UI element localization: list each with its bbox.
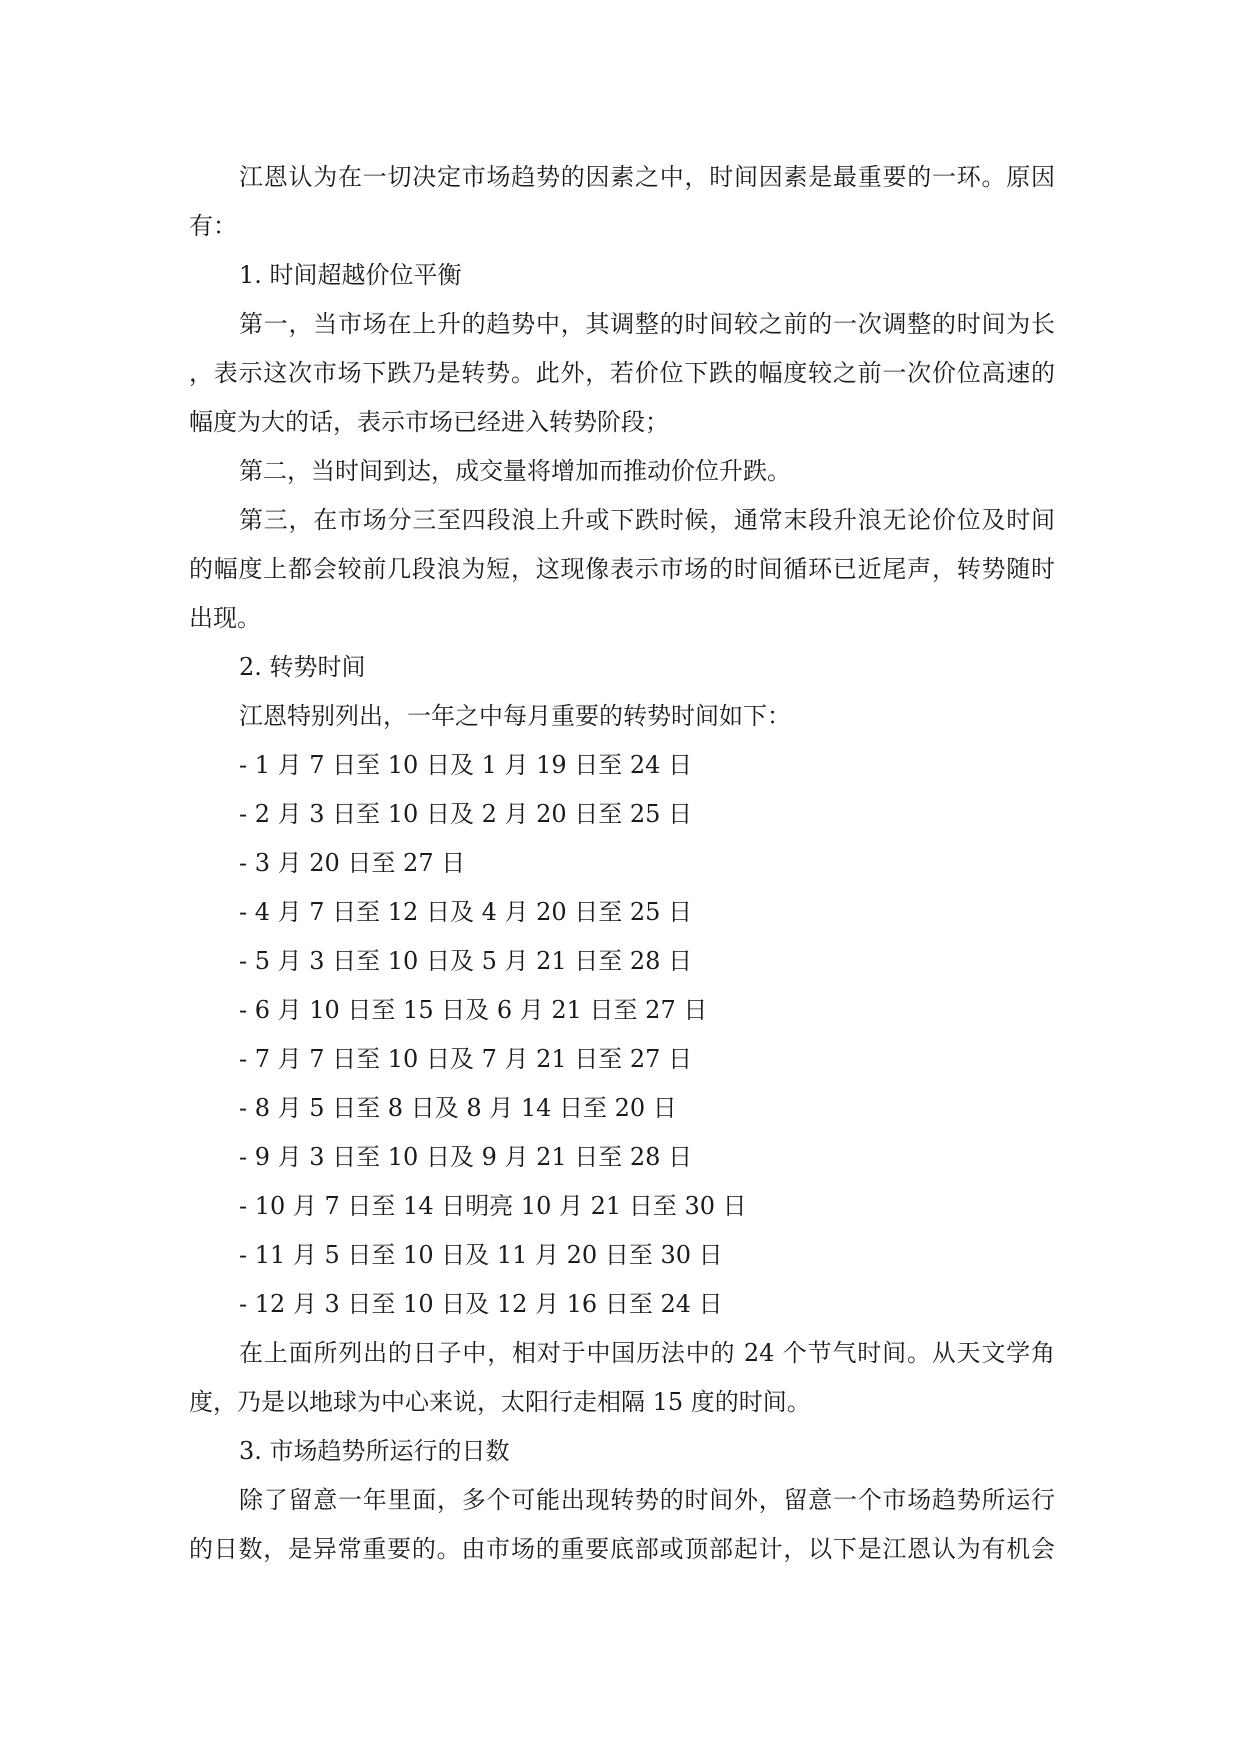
date-list-item: - 3 月 20 日至 27 日 [239, 849, 466, 877]
section1-heading: 1. 时间超越价位平衡 [239, 261, 462, 289]
section1-point1-line-1: 第一，当市场在上升的趋势中，其调整的时间较之前的一次调整的时间为长 [239, 310, 1055, 338]
date-list-item: - 12 月 3 日至 10 日及 12 月 16 日至 24 日 [239, 1290, 723, 1318]
section3-heading: 3. 市场趋势所运行的日数 [239, 1437, 510, 1465]
date-list-item: - 4 月 7 日至 12 日及 4 月 20 日至 25 日 [239, 898, 693, 926]
date-list-item: - 1 月 7 日至 10 日及 1 月 19 日至 24 日 [239, 751, 693, 779]
section3-body-line-1: 除了留意一年里面，多个可能出现转势的时间外，留意一个市场趋势所运行 [239, 1486, 1055, 1514]
date-list-item: - 7 月 7 日至 10 日及 7 月 21 日至 27 日 [239, 1045, 693, 1073]
date-list-item: - 11 月 5 日至 10 日及 11 月 20 日至 30 日 [239, 1241, 723, 1269]
section2-note-line-2: 度，乃是以地球为中心来说，太阳行走相隔 15 度的时间。 [189, 1388, 811, 1416]
date-list-item: - 8 月 5 日至 8 日及 8 月 14 日至 20 日 [239, 1094, 677, 1122]
section2-intro: 江恩特别列出，一年之中每月重要的转势时间如下： [239, 702, 791, 730]
section1-point3-line-2: 的幅度上都会较前几段浪为短，这现像表示市场的时间循环已近尾声，转势随时 [189, 555, 1055, 583]
date-list-item: - 5 月 3 日至 10 日及 5 月 21 日至 28 日 [239, 947, 693, 975]
intro-line-2: 有： [189, 212, 237, 240]
date-list-item: - 9 月 3 日至 10 日及 9 月 21 日至 28 日 [239, 1143, 693, 1171]
section2-note-line-1: 在上面所列出的日子中，相对于中国历法中的 24 个节气时间。从天文学角 [239, 1339, 1055, 1367]
date-list-item: - 10 月 7 日至 14 日明亮 10 月 21 日至 30 日 [239, 1192, 747, 1220]
section1-point3-line-1: 第三，在市场分三至四段浪上升或下跌时候，通常末段升浪无论价位及时间 [239, 506, 1055, 534]
intro-line-1: 江恩认为在一切决定市场趋势的因素之中，时间因素是最重要的一环。原因 [239, 163, 1055, 191]
section1-point1-line-2: ，表示这次市场下跌乃是转势。此外，若价位下跌的幅度较之前一次价位高速的 [189, 359, 1055, 387]
section2-heading: 2. 转势时间 [239, 653, 366, 681]
section1-point1-line-3: 幅度为大的话，表示市场已经进入转势阶段； [189, 408, 669, 436]
date-list-item: - 6 月 10 日至 15 日及 6 月 21 日至 27 日 [239, 996, 708, 1024]
document-page [189, 153, 1055, 1574]
section3-body-line-2: 的日数，是异常重要的。由市场的重要底部或顶部起计，以下是江恩认为有机会 [189, 1535, 1055, 1563]
section1-point3-line-3: 出现。 [189, 604, 261, 632]
date-list-item: - 2 月 3 日至 10 日及 2 月 20 日至 25 日 [239, 800, 693, 828]
section1-point2: 第二，当时间到达，成交量将增加而推动价位升跌。 [239, 457, 791, 485]
